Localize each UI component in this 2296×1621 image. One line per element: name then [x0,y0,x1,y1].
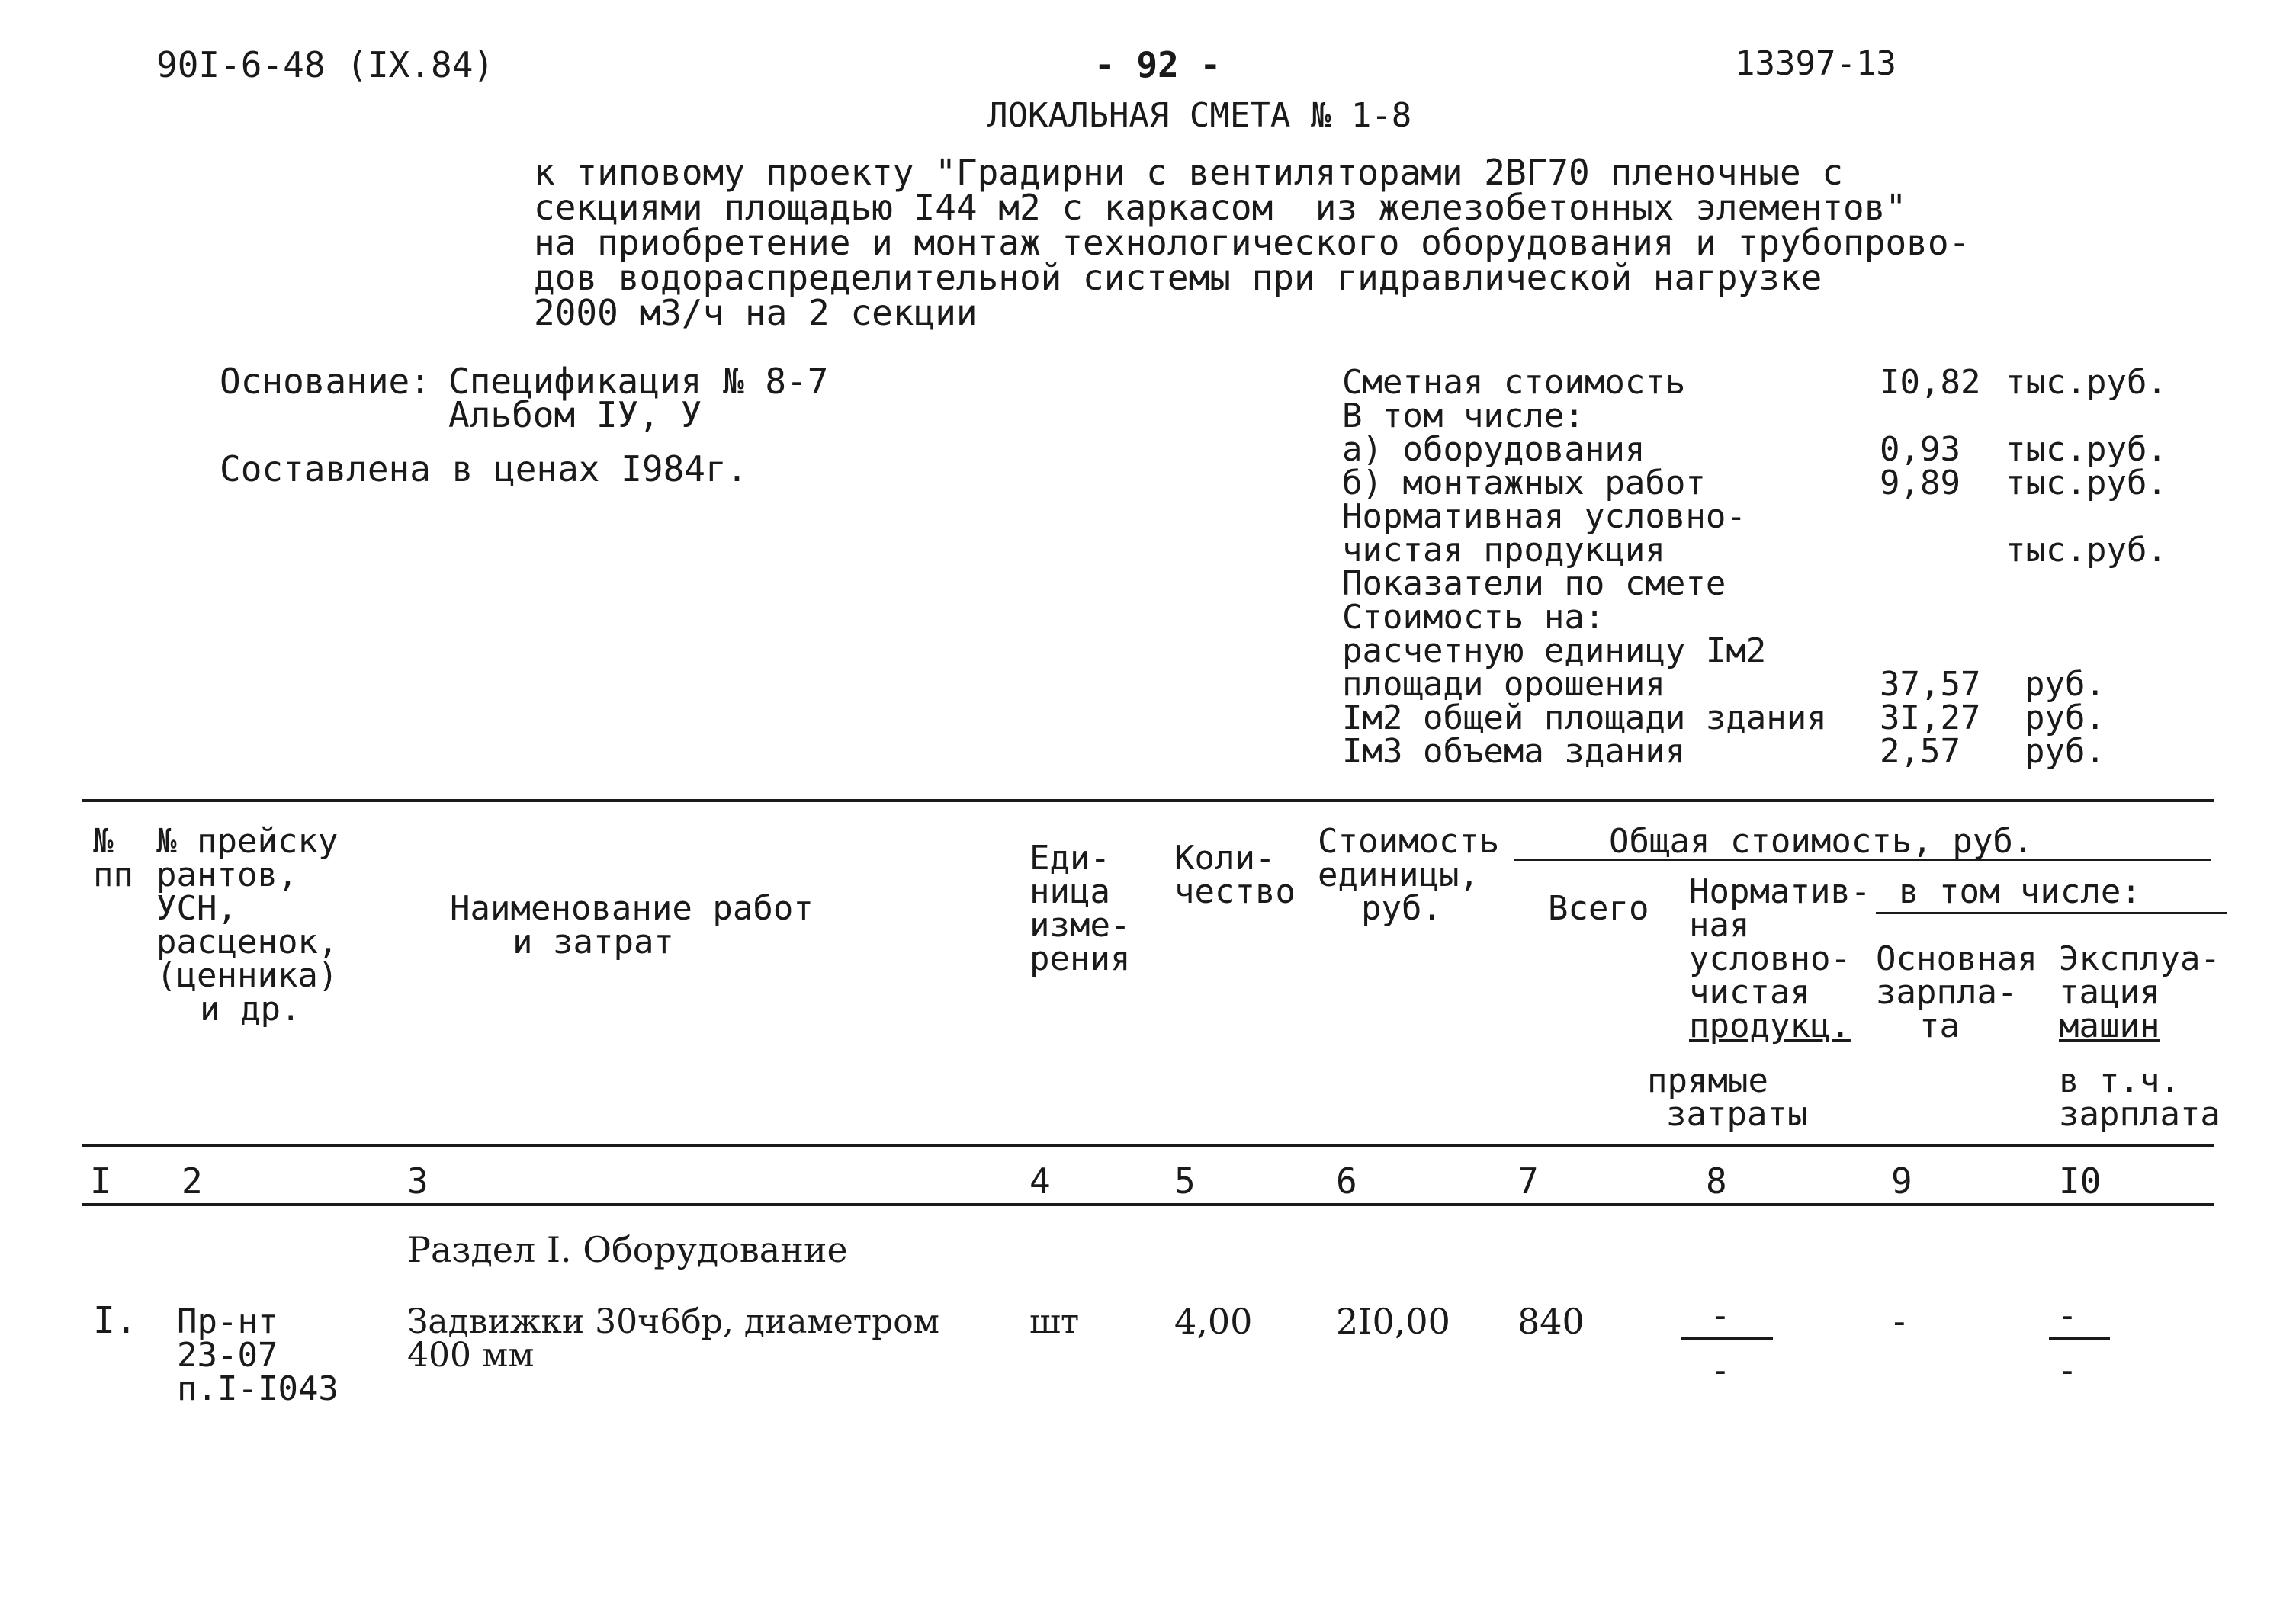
unit-value: 37,57 [1880,665,1981,704]
row-qty: 4,00 [1174,1301,1253,1342]
equipment-label: а) оборудования [1342,430,1646,469]
header-c3-line-1: Наименование работ [450,889,814,928]
subtitle-line-5: 2000 м3/ч на 2 секции [534,292,978,333]
header-c10-line-2: тация [2059,973,2160,1012]
indicators-label: Показатели по смете [1342,564,1726,603]
header-c9-line-1: Основная [1876,939,2037,978]
row-total: 840 [1517,1301,1585,1342]
header-direct-costs-line-1: прямые [1647,1061,1768,1100]
sheet-number: 13397-13 [1735,44,1896,83]
net-product-label-2: чистая продукция [1342,531,1665,570]
basis-label: Основание: [220,361,431,402]
header-c5-line-1: Коли- [1174,839,1276,878]
header-c2-line-6: и др. [200,990,301,1029]
colnum-4: 4 [1029,1160,1051,1202]
doc-code: 90I-6-48 (IX.84) [156,44,495,85]
header-c10-line-1: Эксплуа- [2059,939,2221,978]
colnum-1: I [90,1160,111,1202]
header-c8-line-5: продукц. [1689,1006,1851,1045]
header-c2-line-2: рантов, [156,855,298,894]
header-c9-line-2: зарпла- [1876,973,2018,1012]
basis-album: Альбом IУ, У [448,394,702,435]
including-label: В том числе: [1342,396,1585,435]
colnum-7: 7 [1517,1160,1539,1202]
colnum-2: 2 [181,1160,203,1202]
estimated-cost-value: I0,82 [1880,363,1981,402]
area-value: 3I,27 [1880,698,1981,737]
row-code-line-1: Пр-нт [177,1302,278,1341]
colnum-bottom-rule [82,1203,2214,1206]
header-c4-line-4: рения [1029,939,1131,978]
header-c8-line-1: Норматив- [1689,872,1871,911]
area-label: Iм2 общей площади здания [1342,698,1827,737]
row-name-line-2: 400 мм [407,1336,535,1375]
header-c6-line-3: руб. [1361,889,1442,928]
header-c9-line-3: та [1919,1006,1960,1045]
header-c2-line-3: УСН, [156,889,237,928]
row-machines-fraction-rule [2049,1337,2110,1340]
installation-unit: тыс.руб. [2005,464,2167,502]
incl-group-rule [1876,912,2227,914]
equipment-unit: тыс.руб. [2005,430,2167,469]
estimated-cost-label: Сметная стоимость [1342,363,1686,402]
colnum-3: 3 [407,1160,429,1202]
volume-value: 2,57 [1880,732,1960,771]
unit-label-1: расчетную единицу Iм2 [1342,631,1767,670]
net-product-unit: тыс.руб. [2005,531,2167,570]
row-code-line-2: 23-07 [177,1336,278,1375]
colnum-8: 8 [1706,1160,1727,1202]
estimated-cost-unit: тыс.руб. [2005,363,2167,402]
cost-per-label: Стоимость на: [1342,598,1605,637]
header-c4-line-2: ница [1029,872,1110,911]
unit-unit: руб. [2025,665,2105,704]
header-c7: Всего [1548,889,1649,928]
document-title: ЛОКАЛЬНАЯ СМЕТА № 1-8 [987,96,1412,135]
header-c8-line-3: условно- [1689,939,1851,978]
installation-value: 9,89 [1880,464,1960,502]
row-net-fraction-rule [1681,1337,1773,1340]
header-c2-line-4: расценок, [156,923,339,961]
colnum-10: I0 [2059,1160,2102,1202]
subtitle-line-1: к типовому проекту "Градирни с вентиляторами 2ВГ70 пленочные с [534,152,1844,193]
header-c1-line-1: № [93,822,114,861]
section-title: Раздел I. Оборудование [407,1229,848,1270]
colnum-6: 6 [1336,1160,1357,1202]
row-code-line-3: п.I-I043 [177,1369,339,1408]
row-machines-top: - [2057,1295,2078,1336]
page-number: - 92 - [1094,44,1222,85]
row-net-bottom: - [1710,1350,1731,1391]
header-incl-group: в том числе: [1899,872,2141,911]
row-net-top: - [1710,1295,1731,1336]
header-c4-line-3: изме- [1029,906,1131,945]
row-unit-cost: 2I0,00 [1336,1301,1450,1342]
header-direct-costs-line-2: затраты [1666,1095,1808,1134]
basis-spec: Спецификация № 8-7 [448,361,829,402]
equipment-value: 0,93 [1880,430,1960,469]
header-c2-line-1: № прейску [156,822,339,861]
net-product-label-1: Нормативная условно- [1342,497,1746,536]
header-c5-line-2: чество [1174,872,1296,911]
table-header-bottom-rule [82,1144,2214,1147]
colnum-5: 5 [1174,1160,1196,1202]
header-c6-line-2: единицы, [1318,855,1479,894]
header-c8-line-4: чистая [1689,973,1810,1012]
row-unit: шт [1029,1302,1080,1341]
header-c3-line-2: и затрат [512,923,674,961]
header-c6-line-1: Стоимость [1318,822,1500,861]
header-c4-line-1: Еди- [1029,839,1110,878]
subtitle-line-2: секциями площадью I44 м2 с каркасом из железобетонных элементов" [534,187,1907,228]
table-top-rule [82,799,2214,802]
basis-prices: Составлена в ценах I984г. [220,448,748,490]
header-c2-line-5: (ценника) [156,956,339,995]
header-incl-wage-line-1: в т.ч. [2059,1061,2180,1100]
volume-label: Iм3 объема здания [1342,732,1686,771]
colnum-9: 9 [1891,1160,1912,1202]
row-machines-bottom: - [2057,1350,2078,1391]
volume-unit: руб. [2025,732,2105,771]
row-num: I. [93,1299,137,1342]
installation-label: б) монтажных работ [1342,464,1706,502]
header-total-group: Общая стоимость, руб. [1609,822,2034,861]
row-name-line-1: Задвижки 30ч6бр, диаметром [407,1302,939,1341]
subtitle-line-3: на приобретение и монтаж технологического оборудования и трубопрово- [534,222,1970,263]
header-c1-line-2: пп [93,855,133,894]
header-c10-line-3: машин [2059,1006,2160,1045]
row-wage: - [1889,1301,1910,1342]
total-group-rule [1514,859,2211,861]
header-incl-wage-line-2: зарплата [2059,1095,2221,1134]
unit-label-2: площади орошения [1342,665,1665,704]
area-unit: руб. [2025,698,2105,737]
header-c8-line-2: ная [1689,906,1750,945]
subtitle-line-4: дов водораспределительной системы при гидравлической нагрузке [534,257,1822,298]
